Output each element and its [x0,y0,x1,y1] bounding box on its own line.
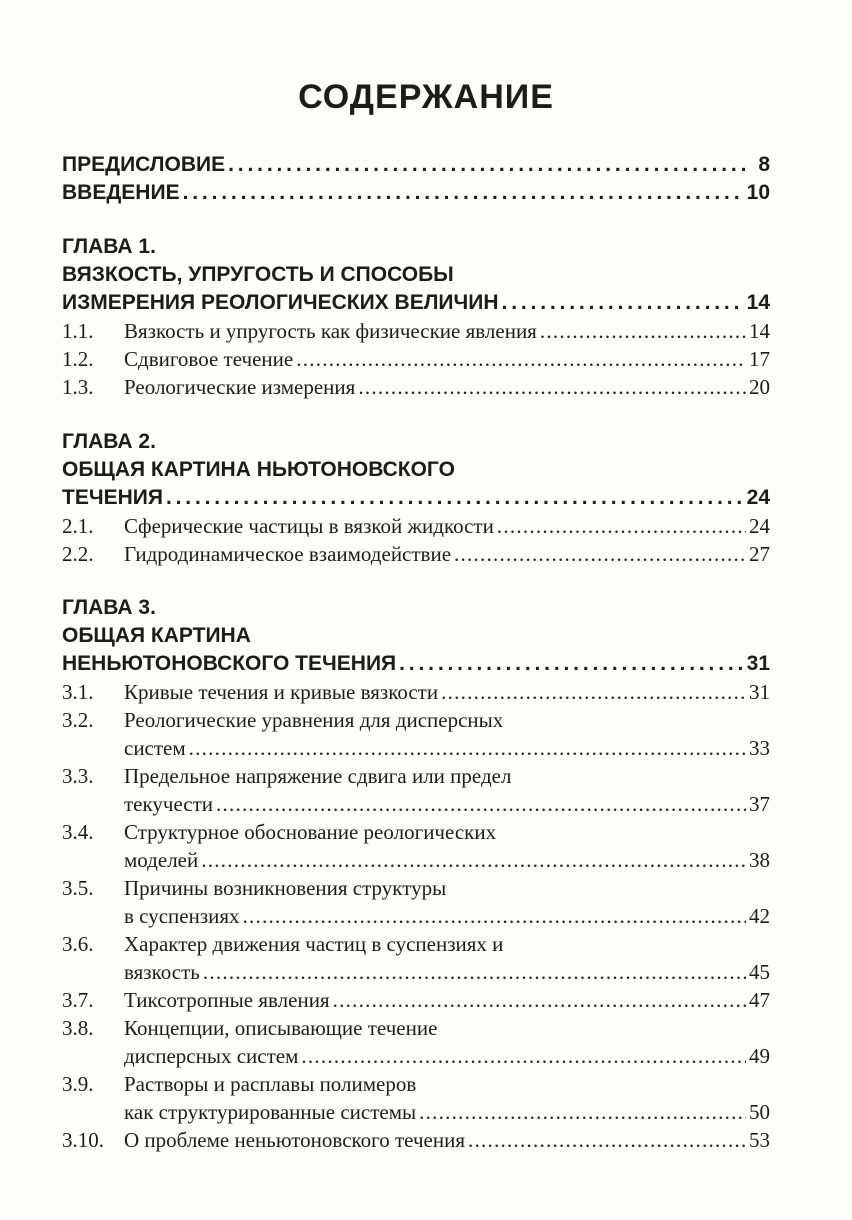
chapter-title-line: ОБЩАЯ КАРТИНА НЬЮТОНОВСКОГО [62,458,455,481]
entry-label-continued: моделей [124,848,199,872]
chapter-title-line: ВЯЗКОСТЬ, УПРУГОСТЬ И СПОСОБЫ [62,263,454,286]
toc-entry-2-2[interactable] [62,540,770,568]
leader-dots [189,734,746,762]
entry-label-continued: текучести [124,792,214,816]
leader-dots [296,345,746,373]
chapter-heading: ГЛАВА 2. [62,430,156,453]
section-number: 1.2. [62,347,94,371]
toc-entry-3-9[interactable] [62,1070,770,1126]
entry-label: Кривые течения и кривые вязкости [124,680,439,704]
section-number: 3.9. [62,1072,94,1096]
chapter-title-line: ОБЩАЯ КАРТИНА [62,624,251,647]
entry-label-continued: в суспензиях [124,904,240,928]
section-number: 2.1. [62,514,94,538]
leader-dots [243,902,746,930]
entry-label: Сферические частицы в вязкой жидкости [124,514,494,538]
entry-page: 42 [749,904,770,928]
entry-page: 14 [746,291,770,314]
chapter-heading: ГЛАВА 3. [62,596,156,619]
leader-dots [454,540,746,568]
entry-label: ВВЕДЕНИЕ [62,181,180,204]
leader-dots [358,373,746,401]
entry-page: 14 [749,319,770,343]
toc-entry-introduction[interactable] [62,179,770,207]
entry-label: Растворы и расплавы полимеров [124,1072,417,1096]
entry-page: 24 [749,514,770,538]
section-number: 2.2. [62,542,94,566]
entry-page: 47 [749,988,770,1012]
entry-label: Причины возникновения структуры [124,876,447,900]
leader-dots [468,1126,746,1154]
entry-label: Характер движения частиц в суспензиях и [124,932,504,956]
entry-page: 53 [749,1128,770,1152]
entry-page: 31 [746,652,770,675]
chapter-title-line: ИЗМЕРЕНИЯ РЕОЛОГИЧЕСКИХ ВЕЛИЧИН [62,291,499,314]
leader-dots [301,1042,746,1070]
section-number: 3.1. [62,680,94,704]
section-number: 3.8. [62,1016,94,1040]
toc-entry-3-3[interactable] [62,762,770,818]
toc-entry-chapter-3[interactable] [62,650,770,678]
toc-entry-3-5[interactable] [62,874,770,930]
leader-dots [228,151,747,179]
entry-label-continued: дисперсных систем [124,1044,299,1068]
section-number: 3.2. [62,708,94,732]
page-title: СОДЕРЖАНИЕ [298,78,554,116]
chapter-3 [62,594,770,1154]
front-matter [62,151,770,207]
entry-page: 38 [749,848,770,872]
toc-entry-3-4[interactable] [62,818,770,874]
toc-entry-3-2[interactable] [62,706,770,762]
entry-page: 10 [746,181,770,204]
entry-label: Реологические измерения [124,375,356,399]
section-number: 3.7. [62,988,94,1012]
chapter-title-line: НЕНЬЮТОНОВСКОГО ТЕЧЕНИЯ [62,652,397,675]
leader-dots [502,289,744,317]
entry-label: Гидродинамическое взаимодействие [124,542,452,566]
entry-page: 27 [749,542,770,566]
leader-dots [419,1098,746,1126]
toc-entry-2-1[interactable] [62,512,770,540]
entry-page: 45 [749,960,770,984]
entry-label: Тиксотропные явления [124,988,330,1012]
entry-page: 49 [749,1044,770,1068]
leader-dots [183,179,744,207]
leader-dots [399,650,744,678]
entry-page: 24 [746,486,770,509]
leader-dots [497,512,746,540]
entry-label: ПРЕДИСЛОВИЕ [62,153,226,176]
section-number: 1.1. [62,319,94,343]
toc-entry-chapter-1[interactable] [62,289,770,317]
entry-label: Структурное обоснование реологических [124,820,497,844]
toc-entry-1-2[interactable] [62,345,770,373]
chapter-heading: ГЛАВА 1. [62,235,156,258]
toc-entry-3-6[interactable] [62,930,770,986]
entry-label-continued: как структурированные системы [124,1100,417,1124]
entry-label: Предельное напряжение сдвига или предел [124,764,512,788]
entry-label-continued: вязкость [124,960,200,984]
section-number: 3.4. [62,820,94,844]
toc-entry-3-7[interactable] [62,986,770,1014]
entry-page: 31 [749,680,770,704]
section-number: 3.3. [62,764,94,788]
entry-page: 17 [749,347,770,371]
section-number: 3.10. [62,1128,104,1152]
section-number: 3.6. [62,932,94,956]
toc-entry-chapter-2[interactable] [62,484,770,512]
entry-label: Вязкость и упругость как физические явления [124,319,537,343]
toc-entry-preface[interactable] [62,151,770,179]
leader-dots [540,317,746,345]
toc-entry-1-3[interactable] [62,373,770,401]
entry-label: Реологические уравнения для дисперсных [124,708,504,732]
toc-entry-3-10[interactable] [62,1126,770,1154]
section-number: 1.3. [62,375,94,399]
chapter-2 [62,428,770,568]
leader-dots [203,958,746,986]
entry-label: О проблеме неньютоновского течения [124,1128,465,1152]
toc-entry-3-8[interactable] [62,1014,770,1070]
leader-dots [333,986,746,1014]
entry-page: 37 [749,792,770,816]
leader-dots [216,790,746,818]
entry-page: 20 [749,375,770,399]
entry-page: 8 [758,153,770,176]
entry-page: 33 [749,736,770,760]
leader-dots [166,484,744,512]
leader-dots [201,846,746,874]
entry-page: 50 [749,1100,770,1124]
chapter-title-line: ТЕЧЕНИЯ [62,486,163,509]
entry-label: Сдвиговое течение [124,347,294,371]
leader-dots [441,678,746,706]
section-number: 3.5. [62,876,94,900]
entry-label: Концепции, описывающие течение [124,1016,438,1040]
chapter-1 [62,233,770,401]
toc-entry-1-1[interactable] [62,317,770,345]
entry-label-continued: систем [124,736,186,760]
toc-entry-3-1[interactable] [62,678,770,706]
